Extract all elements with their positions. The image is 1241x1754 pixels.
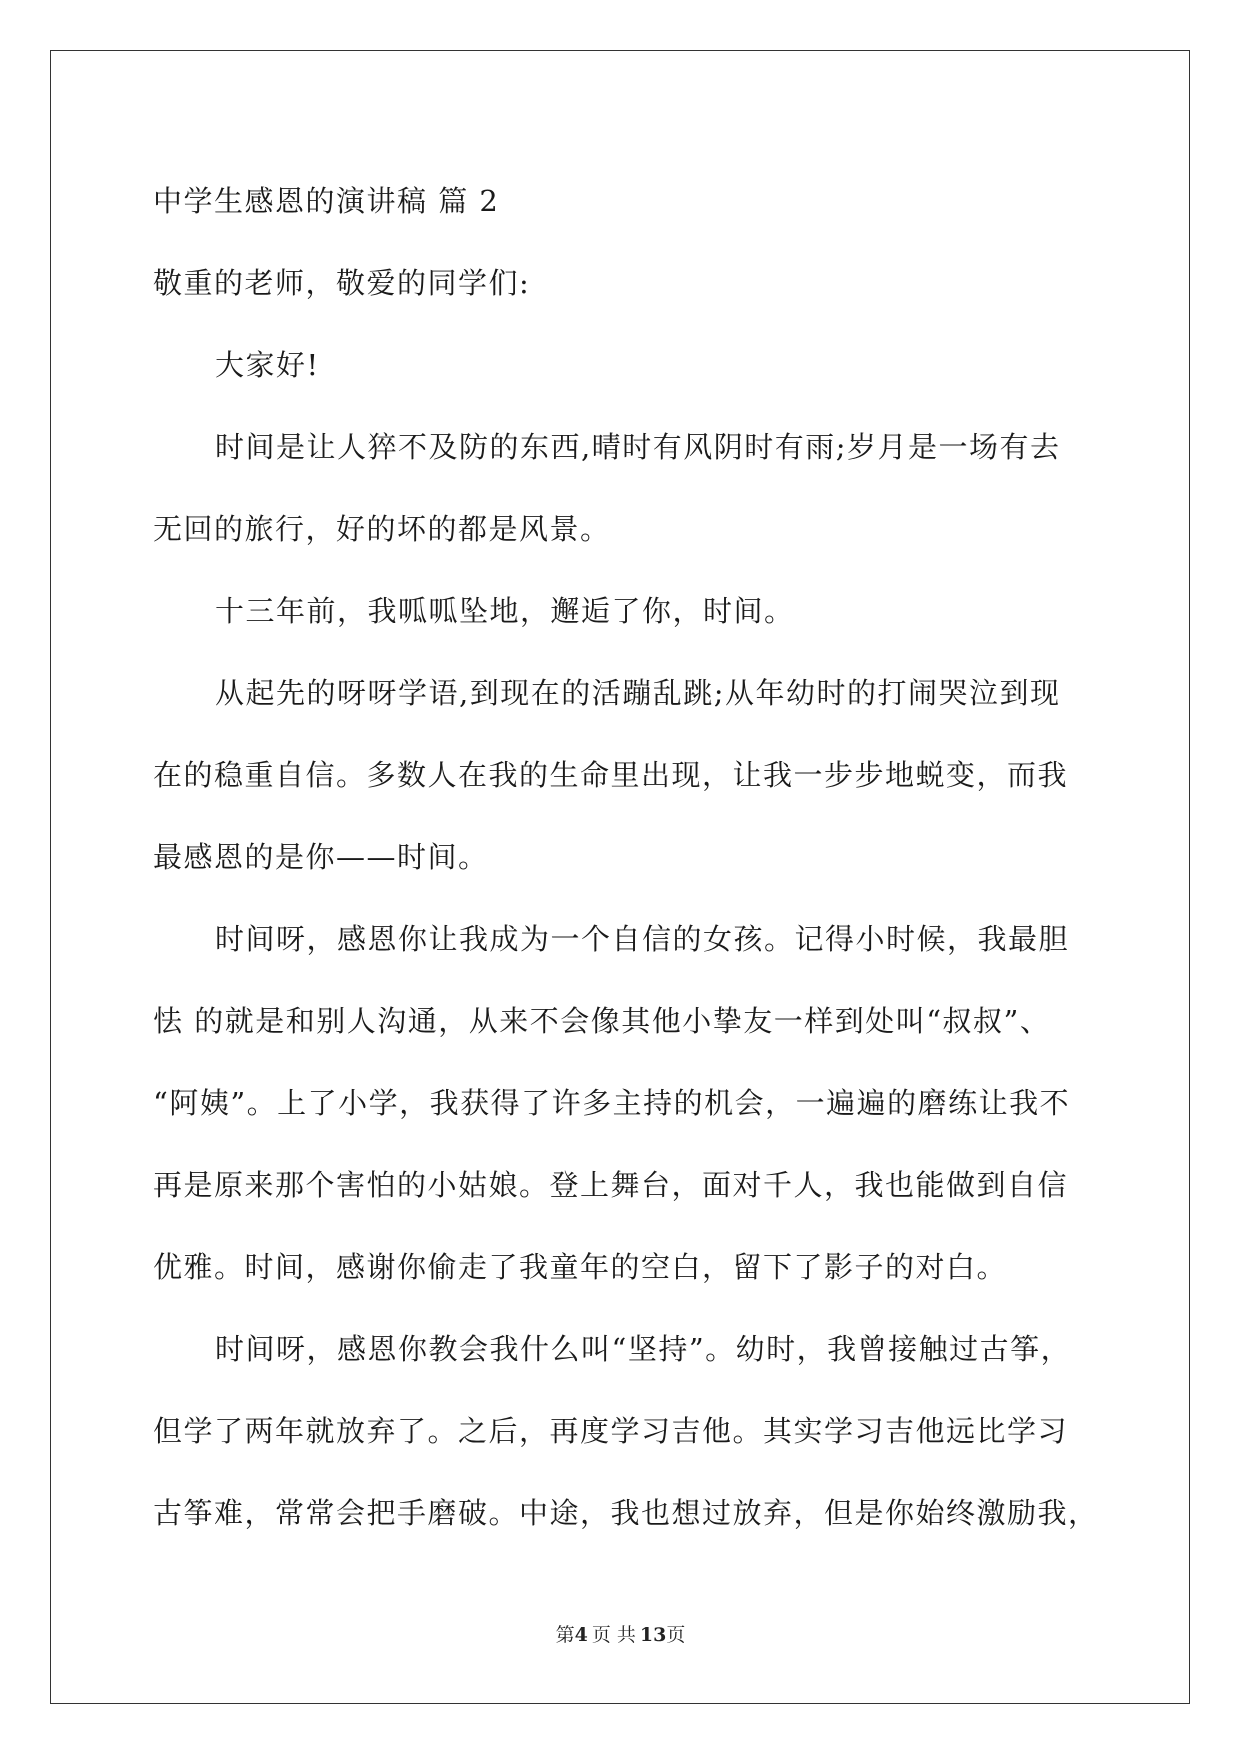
text-line: 敬重的老师，敬爱的同学们: (153, 266, 531, 300)
paragraph-lines (153, 242, 1099, 1554)
text-line: 优雅。时间，感谢你偷走了我童年的空白，留下了影子的对白。 (153, 1250, 1008, 1284)
text-line: 怯 的就是和别人沟通，从来不会像其他小挚友一样到处叫“叔叔”、 (153, 1004, 1051, 1038)
text-line: 再是原来那个害怕的小姑娘。登上舞台，面对千人，我也能做到自信 (153, 1168, 1069, 1202)
text-line: 古筝难，常常会把手磨破。中途，我也想过放弃，但是你始终激励我， (153, 1496, 1099, 1530)
text-line: 但学了两年就放弃了。之后，再度学习吉他。其实学习吉他远比学习 (153, 1414, 1069, 1448)
document-title: 中学生感恩的演讲稿 篇 2 (153, 184, 500, 218)
text-line: 时间呀，感恩你教会我什么叫“坚持”。幼时，我曾接触过古筝， (215, 1332, 1072, 1366)
text-line: 十三年前，我呱呱坠地，邂逅了你，时间。 (215, 594, 795, 628)
text-line: 在的稳重自信。多数人在我的生命里出现，让我一步步地蜕变，而我 (153, 758, 1069, 792)
text-line: 大家好! (215, 348, 320, 382)
footer-page-number: 4 (574, 1624, 588, 1646)
footer-suffix: 页 (666, 1624, 686, 1646)
footer-prefix: 第 (555, 1624, 575, 1646)
text-line: 从起先的呀呀学语,到现在的活蹦乱跳;从年幼时的打闹哭泣到现 (215, 676, 1061, 710)
document-body (153, 160, 1099, 1554)
text-line: 时间呀，感恩你让我成为一个自信的女孩。记得小时候，我最胆 (215, 922, 1070, 956)
text-line: “阿姨”。上了小学，我获得了许多主持的机会，一遍遍的磨练让我不 (153, 1086, 1071, 1120)
text-line: 无回的旅行，好的坏的都是风景。 (153, 512, 611, 546)
text-line: 最感恩的是你——时间。 (153, 840, 489, 874)
text-line: 时间是让人猝不及防的东西,晴时有风阴时有雨;岁月是一场有去 (215, 430, 1061, 464)
footer-mid: 页 共 (591, 1624, 636, 1646)
footer-total-pages: 13 (639, 1624, 667, 1646)
page-footer (0, 1620, 1241, 1647)
